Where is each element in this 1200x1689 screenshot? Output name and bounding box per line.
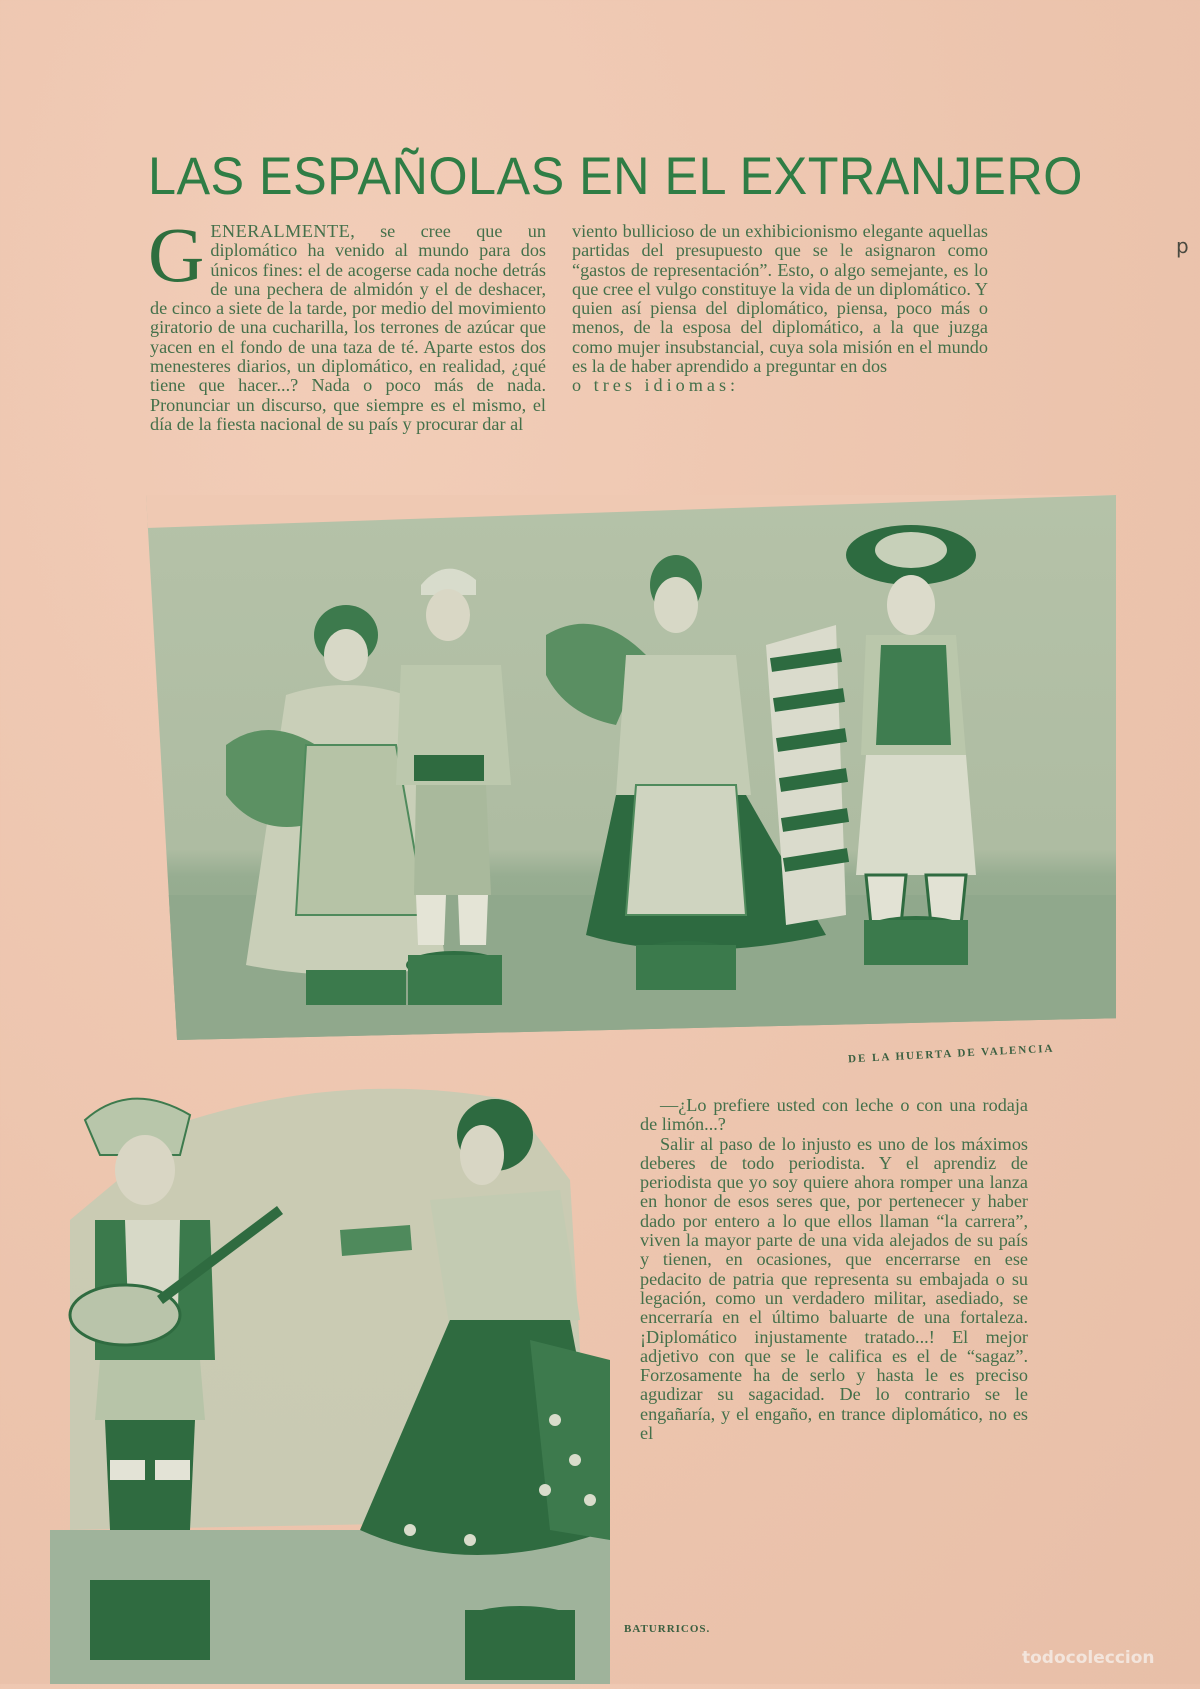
column-1-text: , se cree que un diplomático ha venido al mundo para dos únicos fines: el de acogerse cada noche detrás de una pechera de almidón y el de deshacer, de cinco a siete de la tarde, por medio del movimiento giratorio de una cucharilla, los terrones de azúcar que yacen en el fondo de una taza de té. Aparte estos dos menesteres diarios, un diplomático, en realidad, ¿qué tiene que hacer...? Nada o poco más de nada. Pronunciar un discurso, que siempre es el mismo, el día de la fiesta nacional de su país y procurar dar al: [150, 221, 546, 434]
photo-valencia-dolls: [146, 495, 1116, 1040]
photo-baturricos-dolls: [50, 1060, 610, 1684]
dolls-illustration: [146, 495, 1116, 1040]
column-3-paragraph-2: Salir al paso de lo injusto es uno de los máximos deberes de todo periodista. Y el aprendiz de periodista que yo soy quiere ahora romper una lanza en honor de esos seres que, por pertenecer y haber dado por entero a lo que ellos llaman “la carrera”, viven la mayor parte de una vida alejados de su país y tienen, en ocasiones, que encerrarse en ese pedacito de patria que representa su embajada o su legación, como un verdadero militar, asediado, se encerraría en el último baluarte de una fortaleza. ¡Diplomático injustamente tratado...! El mejor adjetivo con que se le califica es el de “sagaz”. Forzosamente ha de serlo y hasta le es preciso agudizar su sagacidad. De lo contrario se le engañaría, y el engaño, en trance diplomático, no es el: [640, 1133, 1028, 1444]
article-title: LAS ESPAÑOLAS EN EL EXTRANJERO: [148, 147, 1083, 206]
photo-caption-bottom: BATURRICOS.: [624, 1623, 711, 1635]
doll-4: [766, 525, 976, 965]
column-2-text: viento bullicioso de un exhibicionismo elegante aquellas partidas del presupuesto que se le asignaron como “gastos de representación”. Esto, o algo semejante, es lo que cree el vulgo constituye la vida de un diplomático. Y quien así piensa del diplomático, piensa, poco más o menos, de la esposa del diplomático, a la que juzga como mujer insubstancial, cuya sola misión en el mundo es la de haber aprendido a preguntar en dos: [572, 221, 988, 377]
drop-cap: G: [148, 211, 205, 298]
article-column-1: [148, 211, 546, 434]
lead-smallcaps: ENERALMENTE: [210, 221, 351, 241]
article-column-3: [640, 1096, 1028, 1443]
baturricos-illustration: [50, 1060, 610, 1684]
margin-handwritten-mark: p: [1176, 234, 1189, 258]
column-2-spaced-text: o tres idiomas:: [572, 375, 740, 396]
column-3-paragraph-1: —¿Lo prefiere usted con leche o con una rodaja de limón...?: [640, 1095, 1028, 1135]
photo-caption-top: DE LA HUERTA DE VALENCIA: [847, 1042, 1055, 1066]
watermark-logo: todocoleccion: [1022, 1648, 1155, 1668]
article-column-2: [572, 222, 988, 396]
